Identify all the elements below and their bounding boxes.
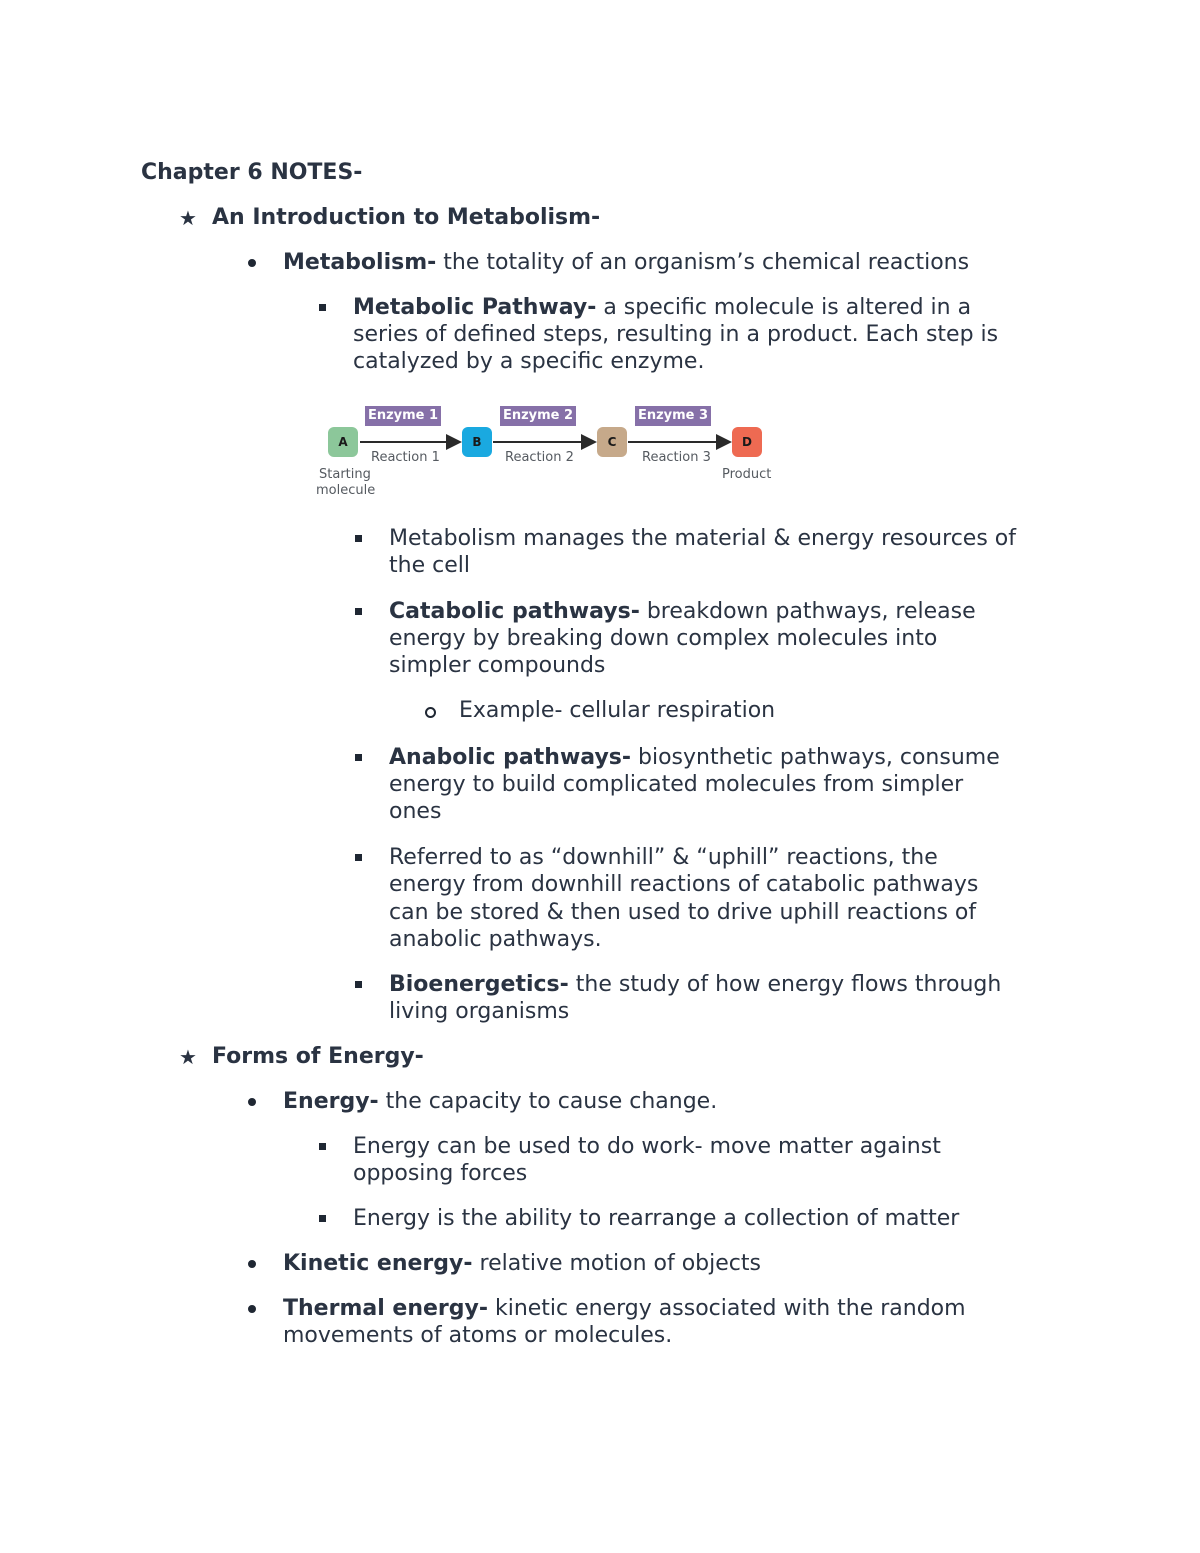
node-d: D <box>732 427 762 457</box>
round-bullet-icon <box>248 1260 256 1268</box>
starting-label: Starting <box>319 467 371 482</box>
square-bullet-icon <box>355 981 362 988</box>
term: Kinetic energy- <box>283 1251 473 1276</box>
square-bullet-icon <box>319 1215 326 1222</box>
reaction-label-3: Reaction 3 <box>642 450 711 465</box>
molecule-label: molecule <box>316 483 376 498</box>
list-item-continuation: anabolic pathways. <box>389 927 602 952</box>
square-bullet-icon <box>319 1143 326 1150</box>
section-heading-metabolism: An Introduction to Metabolism- <box>212 205 601 230</box>
node-b: B <box>462 427 492 457</box>
square-bullet-icon <box>319 304 326 311</box>
node-a: A <box>328 427 358 457</box>
metabolic-pathway-diagram <box>310 400 790 510</box>
list-item: Metabolism manages the material & energy resources of <box>389 526 1016 551</box>
product-label: Product <box>722 467 772 482</box>
hollow-bullet-icon <box>425 707 436 718</box>
square-bullet-icon <box>355 754 362 761</box>
square-bullet-icon <box>355 535 362 542</box>
list-item <box>353 294 971 321</box>
page-title: Chapter 6 NOTES- <box>141 160 363 185</box>
term: Metabolism- <box>283 250 437 275</box>
list-item-continuation: simpler compounds <box>389 653 606 678</box>
list-item: Example- cellular respiration <box>459 698 776 723</box>
list-item-continuation: movements of atoms or molecules. <box>283 1323 673 1348</box>
enzyme-label-1: Enzyme 1 <box>365 406 441 426</box>
round-bullet-icon <box>248 1305 256 1313</box>
list-item-continuation: series of defined steps, resulting in a product. Each step is <box>353 322 999 347</box>
list-item-continuation: energy to build complicated molecules from simpler <box>389 772 964 797</box>
round-bullet-icon <box>248 1098 256 1106</box>
definition: relative motion of objects <box>472 1251 761 1276</box>
enzyme-label-2: Enzyme 2 <box>500 406 576 426</box>
list-item <box>283 1250 761 1277</box>
term: Catabolic pathways- <box>389 599 640 624</box>
term: Metabolic Pathway- <box>353 295 597 320</box>
list-item <box>389 598 976 625</box>
list-item-continuation: energy from downhill reactions of catabolic pathways <box>389 872 979 897</box>
round-bullet-icon <box>248 259 256 267</box>
term: Bioenergetics- <box>389 972 569 997</box>
definition: the study of how energy flows through <box>568 972 1002 997</box>
node-c: C <box>597 427 627 457</box>
term: Thermal energy- <box>283 1296 488 1321</box>
list-item-continuation: opposing forces <box>353 1161 528 1186</box>
star-bullet-icon: ★ <box>179 1045 197 1069</box>
reaction-label-2: Reaction 2 <box>505 450 574 465</box>
definition: biosynthetic pathways, consume <box>631 745 1000 770</box>
list-item: Energy is the ability to rearrange a collection of matter <box>353 1206 960 1231</box>
list-item <box>389 744 1000 771</box>
list-item-continuation: energy by breaking down complex molecules into <box>389 626 938 651</box>
square-bullet-icon <box>355 854 362 861</box>
list-item-continuation: the cell <box>389 553 470 578</box>
list-item-continuation: living organisms <box>389 999 570 1024</box>
list-item: Referred to as “downhill” & “uphill” reactions, the <box>389 845 938 870</box>
square-bullet-icon <box>355 608 362 615</box>
star-bullet-icon: ★ <box>179 206 197 230</box>
term: Energy- <box>283 1089 379 1114</box>
list-item-continuation: can be stored & then used to drive uphill reactions of <box>389 900 977 925</box>
definition: breakdown pathways, release <box>639 599 976 624</box>
enzyme-label-3: Enzyme 3 <box>635 406 711 426</box>
list-item <box>283 1088 717 1115</box>
list-item <box>283 1295 966 1322</box>
list-item-continuation: catalyzed by a specific enzyme. <box>353 349 705 374</box>
term: Anabolic pathways- <box>389 745 632 770</box>
definition: the totality of an organism’s chemical reactions <box>436 250 970 275</box>
definition: the capacity to cause change. <box>378 1089 718 1114</box>
definition: kinetic energy associated with the random <box>487 1296 966 1321</box>
definition: a specific molecule is altered in a <box>596 295 972 320</box>
list-item <box>283 249 969 276</box>
list-item: Energy can be used to do work- move matter against <box>353 1134 941 1159</box>
list-item-continuation: ones <box>389 799 442 824</box>
reaction-label-1: Reaction 1 <box>371 450 440 465</box>
section-heading-forms-of-energy: Forms of Energy- <box>212 1044 424 1069</box>
list-item <box>389 971 1001 998</box>
